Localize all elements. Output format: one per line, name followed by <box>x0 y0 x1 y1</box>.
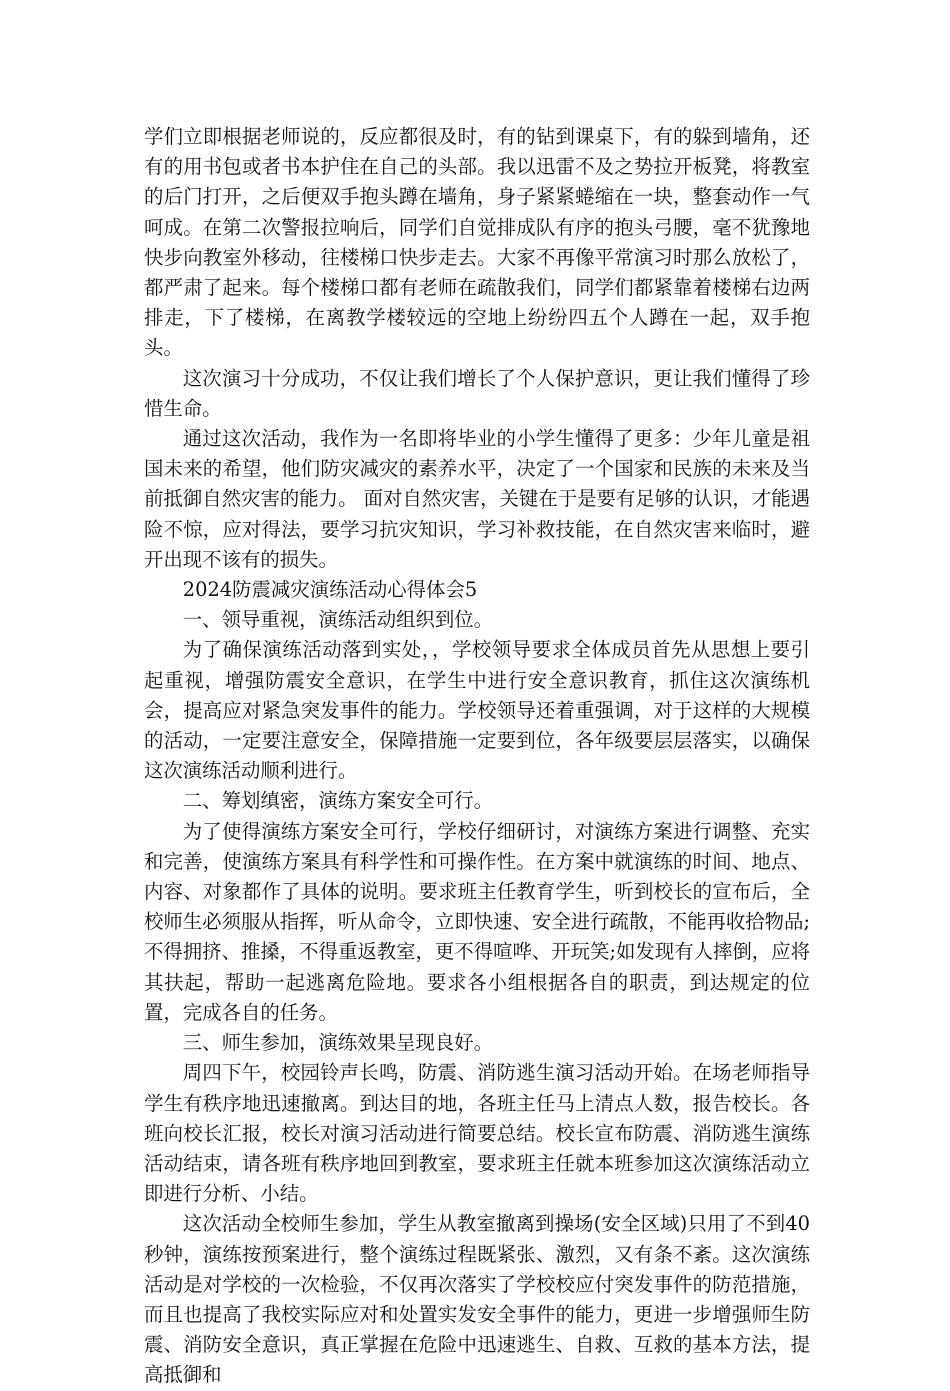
paragraph-summary: 这次活动全校师生参加，学生从教室撤离到操场(安全区域)只用了不到40秒钟，演练按预案进行，整个演练过程既紧张、激烈，又有条不紊。这次演练活动是对学校的一次检验，不仅再次落实了学校校应付突发事件的防范措施，而且也提高了我校实际应对和处置实发安全事件的能力，更进一步增强师生防震、消防安全意识，真正掌握在危险中迅速逃生、自救、互救的基本方法，提高抵御和 <box>144 1212 810 1387</box>
subheading-leadership: 一、领导重视，演练活动组织到位。 <box>182 608 494 632</box>
paragraph-planning: 为了使得演练方案安全可行，学校仔细研讨，对演练方案进行调整、充实和完善，使演练方案具有科学性和可操作性。在方案中就演练的时间、地点、内容、对象都作了具体的说明。要求班主任教育学生，听到校长的宣布后，全校师生必须服从指挥，听从命令，立即快速、安全进行疏散，不能再收拾物品;不得拥挤、推搡，不得重返教室，更不得喧哗、开玩笑;如发现有人摔倒，应将其扶起，帮助一起逃离危险地。要求各小组根据各自的职责，到达规定的位置，完成各自的任务。 <box>144 819 810 1024</box>
section-heading-essay-5: 2024防震减灾演练活动心得体会5 <box>182 578 478 602</box>
document-body <box>144 122 810 1391</box>
subheading-participation: 三、师生参加，演练效果呈现良好。 <box>182 1031 494 1055</box>
paragraph-drill-success: 这次演习十分成功，不仅让我们增长了个人保护意识，更让我们懂得了珍惜生命。 <box>144 366 810 420</box>
paragraph-leadership: 为了确保演练活动落到实处，，学校领导要求全体成员首先从思想上要引起重视，增强防震安全意识，在学生中进行安全意识教育，抓住这次演练机会，提高应对紧急突发事件的能力。学校领导还着重强调，对于这样的大规模的活动，一定要注意安全，保障措施一定要到位，各年级要层层落实，以确保这次演练活动顺利进行。 <box>144 638 810 783</box>
paragraph-evacuation-process: 学们立即根据老师说的，反应都很及时，有的钻到课桌下，有的躲到墙角，还有的用书包或者书本护住在自己的头部。我以迅雷不及之势拉开板凳，将教室的后门打开，之后便双手抱头蹲在墙角，身子紧紧蜷缩在一块，整套动作一气呵成。在第二次警报拉响后，同学们自觉排成队有序的抱头弓腰，毫不犹豫地快步向教室外移动，往楼梯口快步走去。大家不再像平常演习时那么放松了，都严肃了起来。每个楼梯口都有老师在疏散我们，同学们都紧靠着楼梯右边两排走，下了楼梯，在离教学楼较远的空地上纷纷四五个人蹲在一起，双手抱头。 <box>144 125 810 360</box>
paragraph-lessons-learned: 通过这次活动，我作为一名即将毕业的小学生懂得了更多：少年儿童是祖国未来的希望，他们防灾减灾的素养水平，决定了一个国家和民族的未来及当前抵御自然灾害的能力。 面对自然灾害，关键在于是要有足够的认识，才能遇险不惊，应对得法，要学习抗灾知识，学习补救技能，在自然灾害来临时，避开出现不该有的损失。 <box>144 427 810 571</box>
subheading-planning: 二、筹划缜密，演练方案安全可行。 <box>182 789 494 813</box>
paragraph-participation: 周四下午，校园铃声长鸣，防震、消防逃生演习活动开始。在场老师指导学生有秩序地迅速撤离。到达目的地，各班主任马上清点人数，报告校长。各班向校长汇报，校长对演习活动进行简要总结。校长宣布防震、消防逃生演练活动结束，请各班有秩序地回到教室，要求班主任就本班参加这次演练活动立即进行分析、小结。 <box>144 1061 810 1206</box>
